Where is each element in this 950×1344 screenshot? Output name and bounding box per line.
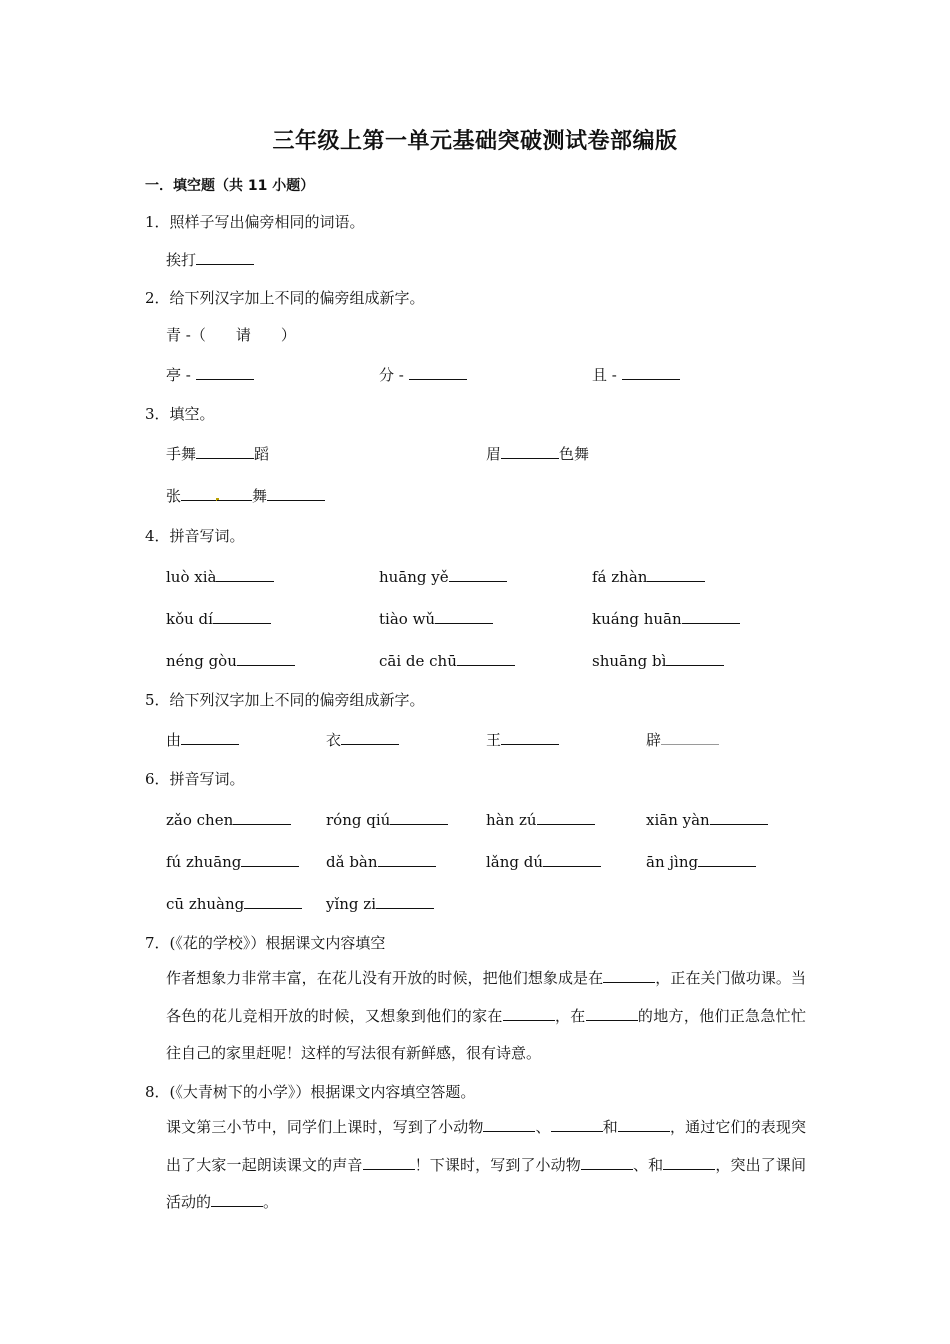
answer-blank[interactable]: [666, 650, 724, 666]
answer-blank[interactable]: [457, 650, 515, 666]
radical-item: 由: [166, 729, 239, 750]
answer-blank[interactable]: [378, 851, 436, 867]
question-2-item: 亭 -: [166, 364, 254, 385]
answer-blank[interactable]: [390, 809, 448, 825]
answer-blank[interactable]: [647, 566, 705, 582]
answer-blank[interactable]: [211, 1193, 263, 1207]
pinyin-item: xiān yàn: [646, 809, 768, 829]
answer-blank[interactable]: [216, 566, 274, 582]
answer-blank[interactable]: [241, 851, 299, 867]
question-2-stem: 2．给下列汉字加上不同的偏旁组成新字。: [145, 289, 425, 307]
radical-item: 辟: [646, 729, 719, 750]
question-8-stem: 8．(《大青树下的小学》）根据课文内容填空答题。: [145, 1083, 476, 1101]
question-2-item: 且 -: [592, 364, 680, 385]
question-8-passage: 课文第三小节中，同学们上课时，写到了小动物 、 和 ，通过它们的表现突出了大家一起朗读课文的声音 ！下课时，写到了小动物 、和 ，突出了课间活动的 。: [166, 1118, 806, 1211]
pinyin-item: lǎng dú: [486, 851, 601, 871]
answer-blank[interactable]: [586, 1007, 638, 1021]
question-1-example: 挨打: [166, 249, 254, 270]
question-3-item: 眉 色舞: [486, 445, 590, 463]
pinyin-item: fú zhuāng: [166, 851, 299, 871]
answer-blank[interactable]: [363, 1156, 415, 1170]
answer-blank[interactable]: [501, 443, 559, 459]
pinyin-item: zǎo chen: [166, 809, 291, 829]
answer-blank[interactable]: [618, 1118, 670, 1132]
question-1-stem: 1．照样子写出偏旁相同的词语。: [145, 213, 365, 231]
page-title: 三年级上第一单元基础突破测试卷部编版: [272, 129, 678, 154]
pinyin-item: dǎ bàn: [326, 851, 436, 871]
question-6-stem: 6．拼音写词。: [145, 770, 245, 788]
answer-blank[interactable]: [603, 969, 655, 983]
answer-blank[interactable]: [409, 364, 467, 380]
pinyin-item: fá zhàn: [592, 566, 705, 586]
pinyin-item: cāi de chū: [379, 650, 515, 670]
question-7-stem: 7．(《花的学校》）根据课文内容填空: [145, 934, 386, 952]
answer-blank[interactable]: [267, 485, 325, 501]
pinyin-item: hàn zú: [486, 809, 595, 829]
answer-blank[interactable]: [483, 1118, 535, 1132]
pinyin-item: shuāng bì: [592, 650, 724, 670]
radical-item: 王: [486, 729, 559, 750]
answer-blank[interactable]: [537, 809, 595, 825]
answer-blank[interactable]: [196, 249, 254, 265]
answer-blank[interactable]: [543, 851, 601, 867]
pinyin-item: cū zhuàng: [166, 893, 302, 913]
question-3-item: 手舞 蹈: [166, 445, 270, 463]
pinyin-item: yǐng zi: [326, 893, 434, 913]
question-4-stem: 4．拼音写词。: [145, 527, 245, 545]
answer-blank[interactable]: [181, 729, 239, 745]
answer-blank[interactable]: [710, 809, 768, 825]
answer-blank[interactable]: [181, 485, 216, 501]
answer-blank[interactable]: [244, 893, 302, 909]
answer-blank[interactable]: [663, 1156, 715, 1170]
answer-blank[interactable]: [435, 608, 493, 624]
answer-blank[interactable]: [449, 566, 507, 582]
answer-blank[interactable]: [501, 729, 559, 745]
question-5-stem: 5．给下列汉字加上不同的偏旁组成新字。: [145, 691, 425, 709]
answer-blank[interactable]: [217, 485, 252, 501]
question-7-passage: 作者想象力非常丰富，在花儿没有开放的时候，把他们想象成是在 ，正在关门做功课。当各色的花儿竞相开放的时候，又想象到他们的家在 ，在 的地方，他们正急急忙忙往自己的家里赶呢！这样的写法很有新鲜感，很有诗意。: [166, 969, 806, 1062]
pinyin-item: néng gòu: [166, 650, 295, 670]
answer-blank[interactable]: [376, 893, 434, 909]
radical-item: 衣: [326, 729, 399, 750]
answer-blank[interactable]: [196, 364, 254, 380]
answer-blank[interactable]: [551, 1118, 603, 1132]
question-3-item: 张 舞: [166, 485, 325, 506]
answer-blank[interactable]: [622, 364, 680, 380]
pinyin-item: kǒu dí: [166, 608, 271, 628]
section-heading: 一．填空题（共 11 小题）: [145, 178, 315, 194]
answer-blank[interactable]: [581, 1156, 633, 1170]
pinyin-item: luò xià: [166, 566, 274, 586]
answer-blank[interactable]: [661, 729, 719, 745]
answer-blank[interactable]: [698, 851, 756, 867]
question-2-example: 青 -（ 请 ）: [166, 326, 296, 344]
answer-blank[interactable]: [233, 809, 291, 825]
pinyin-item: ān jìng: [646, 851, 756, 871]
answer-blank[interactable]: [213, 608, 271, 624]
answer-blank[interactable]: [341, 729, 399, 745]
pinyin-item: róng qiú: [326, 809, 448, 829]
answer-blank[interactable]: [196, 443, 254, 459]
question-3-stem: 3．填空。: [145, 405, 215, 423]
question-2-item: 分 -: [379, 364, 467, 385]
pinyin-item: huāng yě: [379, 566, 507, 586]
pinyin-item: kuáng huān: [592, 608, 740, 628]
answer-blank[interactable]: [237, 650, 295, 666]
pinyin-item: tiào wǔ: [379, 608, 493, 628]
answer-blank[interactable]: [682, 608, 740, 624]
answer-blank[interactable]: [503, 1007, 555, 1021]
